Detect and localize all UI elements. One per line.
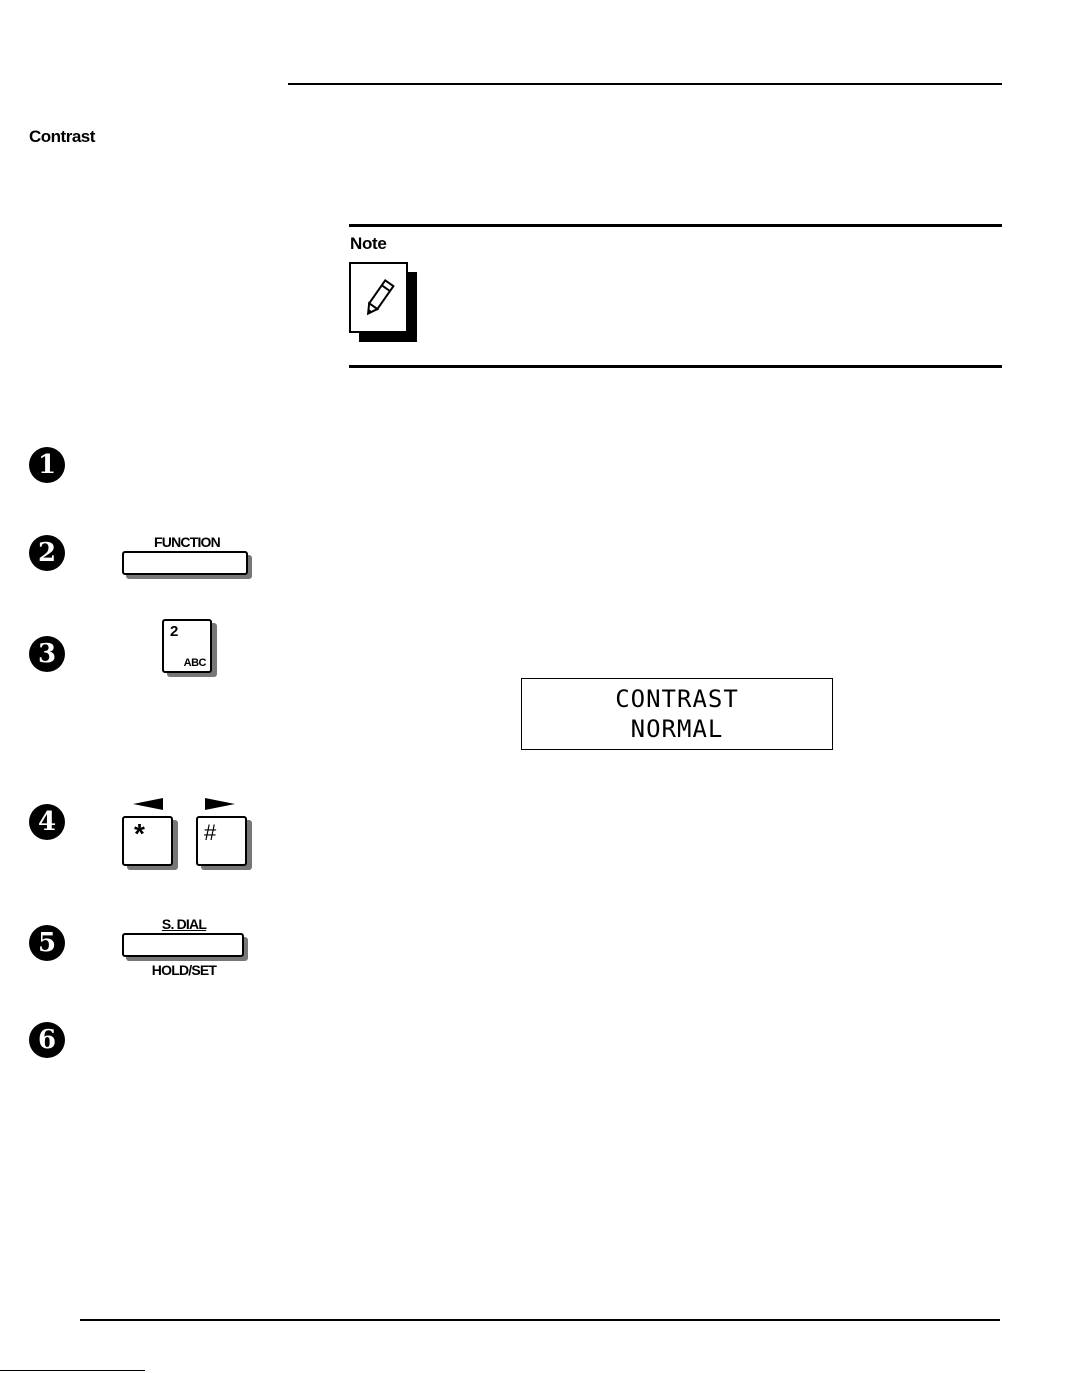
step-2-number: 2	[29, 535, 65, 571]
step-5-number: 5	[29, 925, 65, 961]
star-key[interactable]	[122, 816, 173, 866]
lcd-line-2: NORMAL	[630, 715, 724, 743]
lcd-line-1: CONTRAST	[615, 685, 739, 713]
footer-rule	[0, 1370, 145, 1371]
note-top-rule	[349, 224, 1002, 227]
key-2-letters: ABC	[183, 657, 206, 669]
left-arrow-icon	[133, 797, 163, 815]
pencil-note-icon	[349, 262, 419, 344]
lcd-display	[521, 678, 833, 750]
note-label: Note	[350, 234, 387, 253]
star-key-label: *	[134, 818, 145, 849]
step-4-number: 4	[29, 804, 65, 840]
key-2-abc[interactable]	[162, 619, 212, 673]
sdial-key-label: S. DIAL	[161, 916, 207, 932]
section-title: Contrast	[29, 127, 95, 146]
holdset-key-label: HOLD/SET	[151, 962, 217, 978]
right-arrow-icon	[205, 797, 235, 815]
sdial-holdset-key[interactable]	[122, 933, 244, 957]
step-6-number: 6	[29, 1022, 65, 1058]
function-key-label: FUNCTION	[154, 534, 220, 550]
top-rule	[288, 83, 1002, 85]
key-2-digit: 2	[170, 623, 179, 640]
hash-key[interactable]	[196, 816, 247, 866]
hash-key-label: #	[204, 820, 217, 845]
step-1-number: 1	[29, 447, 65, 483]
bottom-rule	[80, 1319, 1000, 1321]
note-bottom-rule	[349, 365, 1002, 368]
step-3-number: 3	[29, 636, 65, 672]
function-key[interactable]	[122, 551, 248, 575]
